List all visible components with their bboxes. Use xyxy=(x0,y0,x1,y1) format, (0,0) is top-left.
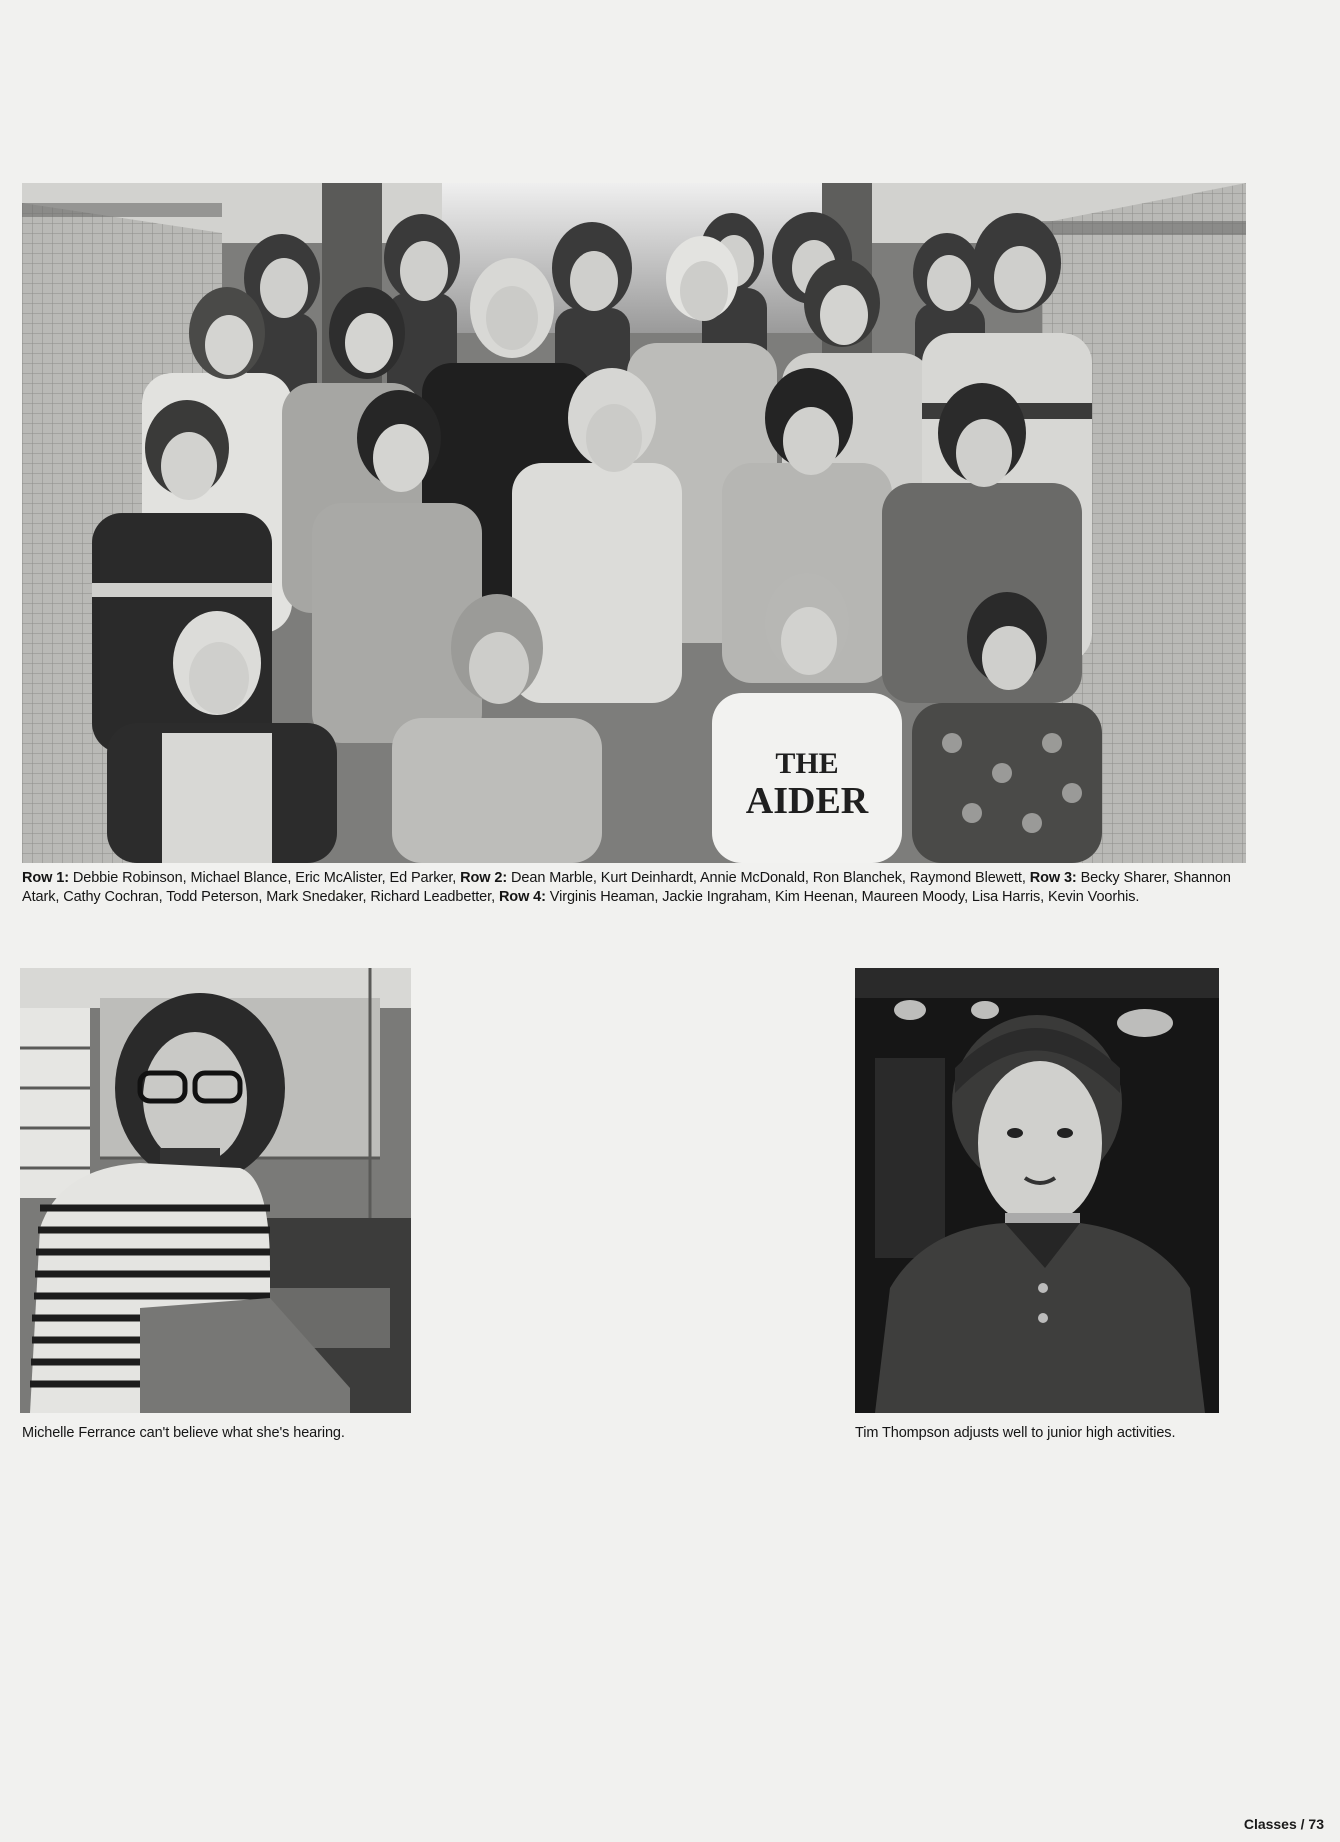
svg-text:AIDER: AIDER xyxy=(745,780,869,822)
row3-names: Becky Sharer, Shannon Atark, Cathy Cochran, Todd Peterson, Mark Snedaker, Richard Leadbetter, xyxy=(22,870,1231,905)
tim-photo xyxy=(855,968,1219,1413)
row4-names: Virginis Heaman, Jackie Ingraham, Kim Heenan, Maureen Moody, Lisa Harris, Kevin Voorhis. xyxy=(545,889,1140,905)
svg-text:THE: THE xyxy=(775,747,839,780)
group-photo-caption xyxy=(22,869,1246,907)
row2-label: Row 2: xyxy=(460,870,508,886)
tim-photo-caption: Tim Thompson adjusts well to junior high activities. xyxy=(855,1425,1176,1441)
page-footer: Classes / 73 xyxy=(1243,1816,1324,1832)
row4-label: Row 4: xyxy=(498,889,546,905)
row1-label: Row 1: xyxy=(22,870,69,886)
michelle-photo xyxy=(20,968,411,1413)
row2-names: Dean Marble, Kurt Deinhardt, Annie McDonald, Ron Blanchek, Raymond Blewett, xyxy=(507,870,1030,886)
group-photo xyxy=(22,183,1246,863)
row3-label: Row 3: xyxy=(1029,870,1077,886)
row1-names: Debbie Robinson, Michael Blance, Eric McAlister, Ed Parker, xyxy=(68,870,461,886)
michelle-photo-caption: Michelle Ferrance can't believe what she's hearing. xyxy=(22,1425,345,1441)
